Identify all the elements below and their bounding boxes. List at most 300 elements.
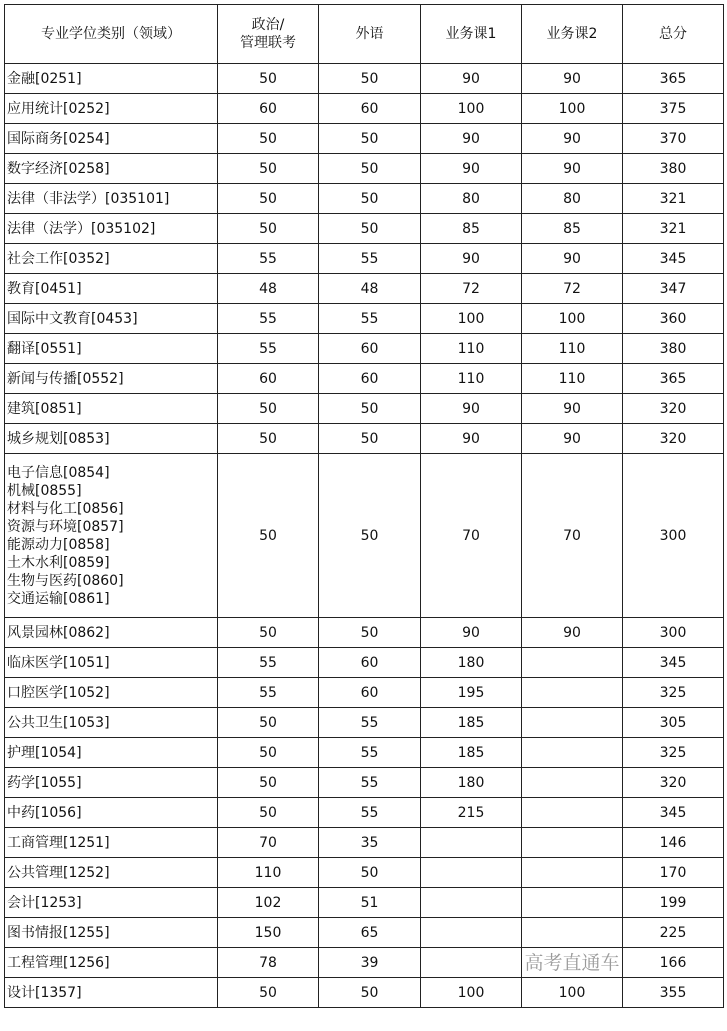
category-name: 会计[1253] — [7, 894, 82, 911]
politics-score — [218, 978, 319, 1008]
politics-score — [218, 828, 319, 858]
foreign-language-score-value: 50 — [360, 984, 379, 1001]
course-1-score — [421, 798, 522, 828]
course-1-score-value: 72 — [462, 280, 480, 297]
politics-score — [218, 304, 319, 334]
foreign-language-score-value: 50 — [360, 130, 379, 147]
course-2-score — [522, 124, 623, 154]
course-2-score-value: 70 — [563, 527, 581, 544]
course-2-score — [522, 94, 623, 124]
politics-score-value: 48 — [259, 280, 277, 297]
table-row — [5, 304, 724, 334]
total-score — [623, 244, 724, 274]
course-1-score-value: 110 — [457, 340, 485, 357]
total-score-value: 345 — [659, 654, 687, 671]
course-2-score — [522, 214, 623, 244]
foreign-language-score-value: 50 — [360, 527, 379, 544]
total-score-value: 380 — [659, 340, 687, 357]
category-name: 药学[1055] — [7, 774, 82, 791]
category-name: 临床医学[1051] — [7, 654, 110, 671]
course-1-score-value: 90 — [462, 160, 480, 177]
total-score — [623, 768, 724, 798]
course-1-score — [421, 948, 522, 978]
foreign-language-score-value: 50 — [360, 160, 379, 177]
table-row — [5, 364, 724, 394]
course-2-score-value: 72 — [563, 280, 581, 297]
category-name: 法律（法学）[035102] — [7, 220, 156, 237]
politics-score-value: 50 — [259, 527, 277, 544]
category-cell — [5, 618, 218, 648]
course-2-score — [522, 424, 623, 454]
course-2-score — [522, 768, 623, 798]
course-1-score — [421, 64, 522, 94]
course-1-score-value: 90 — [462, 624, 480, 641]
total-score — [623, 738, 724, 768]
category-cell — [5, 978, 218, 1008]
politics-score-value: 110 — [254, 864, 282, 881]
politics-score-value: 50 — [259, 804, 277, 821]
politics-score — [218, 948, 319, 978]
politics-score — [218, 768, 319, 798]
category-name: 材料与化工[0856] — [7, 500, 124, 517]
course-2-score — [522, 828, 623, 858]
course-1-score — [421, 124, 522, 154]
course-2-score-value: 80 — [563, 190, 581, 207]
total-score — [623, 888, 724, 918]
category-cell — [5, 334, 218, 364]
course-1-score — [421, 858, 522, 888]
politics-score-value: 50 — [259, 744, 277, 761]
politics-score — [218, 918, 319, 948]
foreign-language-score — [319, 768, 421, 798]
politics-score — [218, 154, 319, 184]
foreign-language-score-value: 50 — [360, 400, 379, 417]
category-cell — [5, 154, 218, 184]
foreign-language-score — [319, 304, 421, 334]
header-category: 专业学位类别（领域） — [5, 5, 218, 64]
course-1-score-value: 100 — [457, 984, 485, 1001]
category-cell — [5, 648, 218, 678]
course-1-score — [421, 94, 522, 124]
table-row — [5, 858, 724, 888]
header-total: 总分 — [623, 5, 724, 64]
foreign-language-score — [319, 424, 421, 454]
category-cell — [5, 678, 218, 708]
politics-score — [218, 124, 319, 154]
course-2-score — [522, 858, 623, 888]
course-2-score — [522, 678, 623, 708]
category-name: 口腔医学[1052] — [7, 684, 110, 701]
politics-score — [218, 858, 319, 888]
course-1-score-value: 180 — [457, 654, 485, 671]
category-name: 城乡规划[0853] — [7, 430, 110, 447]
table-row — [5, 678, 724, 708]
table-row — [5, 768, 724, 798]
category-name: 翻译[0551] — [7, 340, 82, 357]
category-cell — [5, 394, 218, 424]
total-score-value: 320 — [659, 430, 687, 447]
politics-score — [218, 798, 319, 828]
foreign-language-score-value: 35 — [360, 834, 379, 851]
politics-score-value: 50 — [259, 774, 277, 791]
category-name: 机械[0855] — [7, 482, 82, 499]
politics-score — [218, 244, 319, 274]
foreign-language-score — [319, 334, 421, 364]
category-name: 生物与医药[0860] — [7, 572, 124, 589]
course-1-score-value: 70 — [462, 527, 480, 544]
category-name: 新闻与传播[0552] — [7, 370, 124, 387]
total-score — [623, 918, 724, 948]
course-2-score — [522, 648, 623, 678]
foreign-language-score — [319, 948, 421, 978]
politics-score-value: 60 — [259, 370, 277, 387]
politics-score-value: 55 — [259, 340, 277, 357]
category-name: 国际中文教育[0453] — [7, 310, 138, 327]
course-1-score — [421, 394, 522, 424]
header-politics-line: 管理联考 — [240, 35, 296, 51]
category-name: 建筑[0851] — [7, 400, 82, 417]
category-cell — [5, 424, 218, 454]
table-row — [5, 244, 724, 274]
course-1-score — [421, 978, 522, 1008]
category-cell — [5, 244, 218, 274]
total-score — [623, 424, 724, 454]
course-2-score — [522, 244, 623, 274]
category-cell — [5, 738, 218, 768]
total-score-value: 345 — [659, 804, 687, 821]
foreign-language-score — [319, 454, 421, 618]
politics-score-value: 50 — [259, 160, 277, 177]
course-2-score — [522, 738, 623, 768]
course-2-score-value: 90 — [563, 400, 581, 417]
politics-score — [218, 738, 319, 768]
foreign-language-score — [319, 124, 421, 154]
total-score — [623, 214, 724, 244]
foreign-language-score-value: 60 — [360, 100, 379, 117]
category-cell — [5, 918, 218, 948]
category-name: 设计[1357] — [7, 984, 82, 1001]
foreign-language-score-value: 50 — [360, 190, 379, 207]
total-score — [623, 858, 724, 888]
table-row — [5, 184, 724, 214]
header-politics — [218, 5, 319, 64]
foreign-language-score-value: 50 — [360, 220, 379, 237]
category-cell — [5, 708, 218, 738]
table-row — [5, 154, 724, 184]
foreign-language-score — [319, 738, 421, 768]
total-score — [623, 978, 724, 1008]
header-course-2: 业务课2 — [522, 5, 623, 64]
course-1-score — [421, 708, 522, 738]
foreign-language-score-value: 55 — [360, 310, 379, 327]
politics-score — [218, 364, 319, 394]
course-1-score-value: 90 — [462, 70, 480, 87]
foreign-language-score — [319, 184, 421, 214]
category-cell — [5, 184, 218, 214]
foreign-language-score-value: 60 — [360, 684, 379, 701]
foreign-language-score-value: 50 — [360, 864, 379, 881]
table-row — [5, 828, 724, 858]
politics-score — [218, 708, 319, 738]
total-score — [623, 274, 724, 304]
politics-score — [218, 184, 319, 214]
total-score-value: 370 — [659, 130, 687, 147]
course-1-score — [421, 768, 522, 798]
politics-score-value: 55 — [259, 250, 277, 267]
politics-score — [218, 394, 319, 424]
course-2-score-value: 100 — [558, 100, 586, 117]
total-score-value: 300 — [659, 527, 687, 544]
category-name: 资源与环境[0857] — [7, 518, 124, 535]
politics-score — [218, 214, 319, 244]
table-row — [5, 648, 724, 678]
course-1-score — [421, 918, 522, 948]
foreign-language-score — [319, 64, 421, 94]
category-name: 国际商务[0254] — [7, 130, 110, 147]
course-2-score-value: 90 — [563, 70, 581, 87]
politics-score — [218, 424, 319, 454]
foreign-language-score-value: 39 — [360, 954, 379, 971]
table-row — [5, 424, 724, 454]
total-score — [623, 154, 724, 184]
total-score — [623, 798, 724, 828]
course-1-score — [421, 274, 522, 304]
total-score — [623, 64, 724, 94]
total-score-value: 380 — [659, 160, 687, 177]
category-cell — [5, 304, 218, 334]
watermark: 高考直通车 — [524, 951, 620, 974]
category-name: 中药[1056] — [7, 804, 82, 821]
course-1-score-value: 215 — [457, 804, 485, 821]
course-2-score — [522, 888, 623, 918]
foreign-language-score-value: 55 — [360, 714, 379, 731]
table-row — [5, 334, 724, 364]
politics-score-value: 50 — [259, 984, 277, 1001]
total-score — [623, 948, 724, 978]
foreign-language-score — [319, 888, 421, 918]
course-1-score-value: 100 — [457, 100, 485, 117]
total-score-value: 225 — [659, 924, 687, 941]
course-1-score — [421, 364, 522, 394]
total-score-value: 300 — [659, 624, 687, 641]
course-1-score-value: 90 — [462, 400, 480, 417]
category-cell — [5, 948, 218, 978]
category-name: 图书情报[1255] — [7, 924, 110, 941]
foreign-language-score — [319, 94, 421, 124]
table-row — [5, 394, 724, 424]
category-cell — [5, 364, 218, 394]
foreign-language-score — [319, 858, 421, 888]
politics-score-value: 50 — [259, 624, 277, 641]
foreign-language-score-value: 55 — [360, 774, 379, 791]
course-2-score — [522, 454, 623, 618]
table-row — [5, 888, 724, 918]
total-score — [623, 648, 724, 678]
total-score — [623, 124, 724, 154]
category-cell — [5, 888, 218, 918]
course-2-score — [522, 618, 623, 648]
category-name: 电子信息[0854] — [7, 464, 110, 481]
table-row — [5, 918, 724, 948]
foreign-language-score-value: 50 — [360, 70, 379, 87]
course-1-score — [421, 648, 522, 678]
foreign-language-score-value: 60 — [360, 340, 379, 357]
foreign-language-score-value: 50 — [360, 430, 379, 447]
category-cell — [5, 454, 218, 618]
course-1-score — [421, 334, 522, 364]
foreign-language-score — [319, 154, 421, 184]
politics-score — [218, 94, 319, 124]
foreign-language-score-value: 55 — [360, 804, 379, 821]
category-name: 法律（非法学）[035101] — [7, 190, 170, 207]
course-1-score — [421, 888, 522, 918]
foreign-language-score — [319, 708, 421, 738]
foreign-language-score — [319, 244, 421, 274]
table-row — [5, 64, 724, 94]
total-score — [623, 184, 724, 214]
course-1-score-value: 180 — [457, 774, 485, 791]
course-1-score-value: 110 — [457, 370, 485, 387]
total-score — [623, 364, 724, 394]
foreign-language-score — [319, 394, 421, 424]
total-score-value: 355 — [659, 984, 687, 1001]
table-row — [5, 708, 724, 738]
category-name: 工商管理[1251] — [7, 834, 110, 851]
politics-score-value: 55 — [259, 654, 277, 671]
category-cell — [5, 124, 218, 154]
category-name: 数字经济[0258] — [7, 160, 110, 177]
total-score-value: 347 — [659, 280, 687, 297]
course-1-score — [421, 454, 522, 618]
course-1-score — [421, 828, 522, 858]
course-1-score-value: 100 — [457, 310, 485, 327]
politics-score-value: 60 — [259, 100, 277, 117]
table-row — [5, 94, 724, 124]
foreign-language-score-value: 60 — [360, 654, 379, 671]
category-cell — [5, 798, 218, 828]
course-2-score — [522, 184, 623, 214]
total-score-value: 325 — [659, 684, 687, 701]
foreign-language-score — [319, 274, 421, 304]
foreign-language-score-value: 60 — [360, 370, 379, 387]
course-1-score-value: 90 — [462, 250, 480, 267]
total-score — [623, 94, 724, 124]
politics-score — [218, 334, 319, 364]
category-cell — [5, 858, 218, 888]
category-name: 应用统计[0252] — [7, 100, 110, 117]
table-row — [5, 274, 724, 304]
politics-score-value: 70 — [259, 834, 277, 851]
total-score-value: 166 — [659, 954, 687, 971]
total-score — [623, 618, 724, 648]
course-2-score — [522, 948, 623, 978]
category-name: 公共卫生[1053] — [7, 714, 110, 731]
table-row — [5, 948, 724, 978]
header-course-1: 业务课1 — [421, 5, 522, 64]
course-1-score — [421, 244, 522, 274]
category-cell — [5, 274, 218, 304]
table-row — [5, 618, 724, 648]
course-1-score — [421, 618, 522, 648]
foreign-language-score — [319, 978, 421, 1008]
course-1-score-value: 90 — [462, 430, 480, 447]
course-2-score — [522, 394, 623, 424]
course-2-score — [522, 798, 623, 828]
header-politics-line: 政治/ — [251, 17, 285, 33]
course-2-score-value: 90 — [563, 430, 581, 447]
politics-score-value: 50 — [259, 130, 277, 147]
total-score-value: 375 — [659, 100, 687, 117]
category-name: 金融[0251] — [7, 70, 82, 87]
politics-score-value: 50 — [259, 430, 277, 447]
total-score-value: 345 — [659, 250, 687, 267]
politics-score-value: 78 — [259, 954, 277, 971]
course-1-score — [421, 738, 522, 768]
politics-score-value: 50 — [259, 220, 277, 237]
politics-score — [218, 678, 319, 708]
foreign-language-score — [319, 798, 421, 828]
foreign-language-score-value: 55 — [360, 744, 379, 761]
total-score — [623, 678, 724, 708]
category-name: 公共管理[1252] — [7, 864, 110, 881]
politics-score — [218, 888, 319, 918]
politics-score-value: 50 — [259, 714, 277, 731]
course-1-score — [421, 424, 522, 454]
table-row — [5, 214, 724, 244]
course-1-score — [421, 678, 522, 708]
politics-score — [218, 618, 319, 648]
foreign-language-score — [319, 918, 421, 948]
course-2-score — [522, 364, 623, 394]
category-name: 工程管理[1256] — [7, 954, 110, 971]
foreign-language-score — [319, 828, 421, 858]
category-cell — [5, 828, 218, 858]
category-cell — [5, 94, 218, 124]
course-1-score-value: 185 — [457, 714, 485, 731]
total-score-value: 321 — [659, 220, 687, 237]
course-1-score — [421, 214, 522, 244]
course-2-score — [522, 978, 623, 1008]
foreign-language-score — [319, 678, 421, 708]
course-2-score — [522, 64, 623, 94]
total-score — [623, 708, 724, 738]
course-2-score — [522, 304, 623, 334]
category-cell — [5, 214, 218, 244]
category-name: 土木水利[0859] — [7, 554, 110, 571]
foreign-language-score — [319, 648, 421, 678]
total-score-value: 365 — [659, 370, 687, 387]
total-score-value: 305 — [659, 714, 687, 731]
total-score-value: 360 — [659, 310, 687, 327]
table-row — [5, 798, 724, 828]
foreign-language-score-value: 51 — [360, 894, 379, 911]
politics-score — [218, 454, 319, 618]
total-score — [623, 334, 724, 364]
course-2-score-value: 85 — [563, 220, 581, 237]
total-score-value: 199 — [659, 894, 687, 911]
foreign-language-score — [319, 364, 421, 394]
course-2-score — [522, 918, 623, 948]
total-score-value: 146 — [659, 834, 687, 851]
politics-score-value: 102 — [254, 894, 282, 911]
total-score-value: 320 — [659, 774, 687, 791]
foreign-language-score-value: 48 — [360, 280, 379, 297]
table-row — [5, 738, 724, 768]
total-score — [623, 454, 724, 618]
category-cell — [5, 64, 218, 94]
score-table — [4, 4, 724, 1008]
politics-score — [218, 64, 319, 94]
